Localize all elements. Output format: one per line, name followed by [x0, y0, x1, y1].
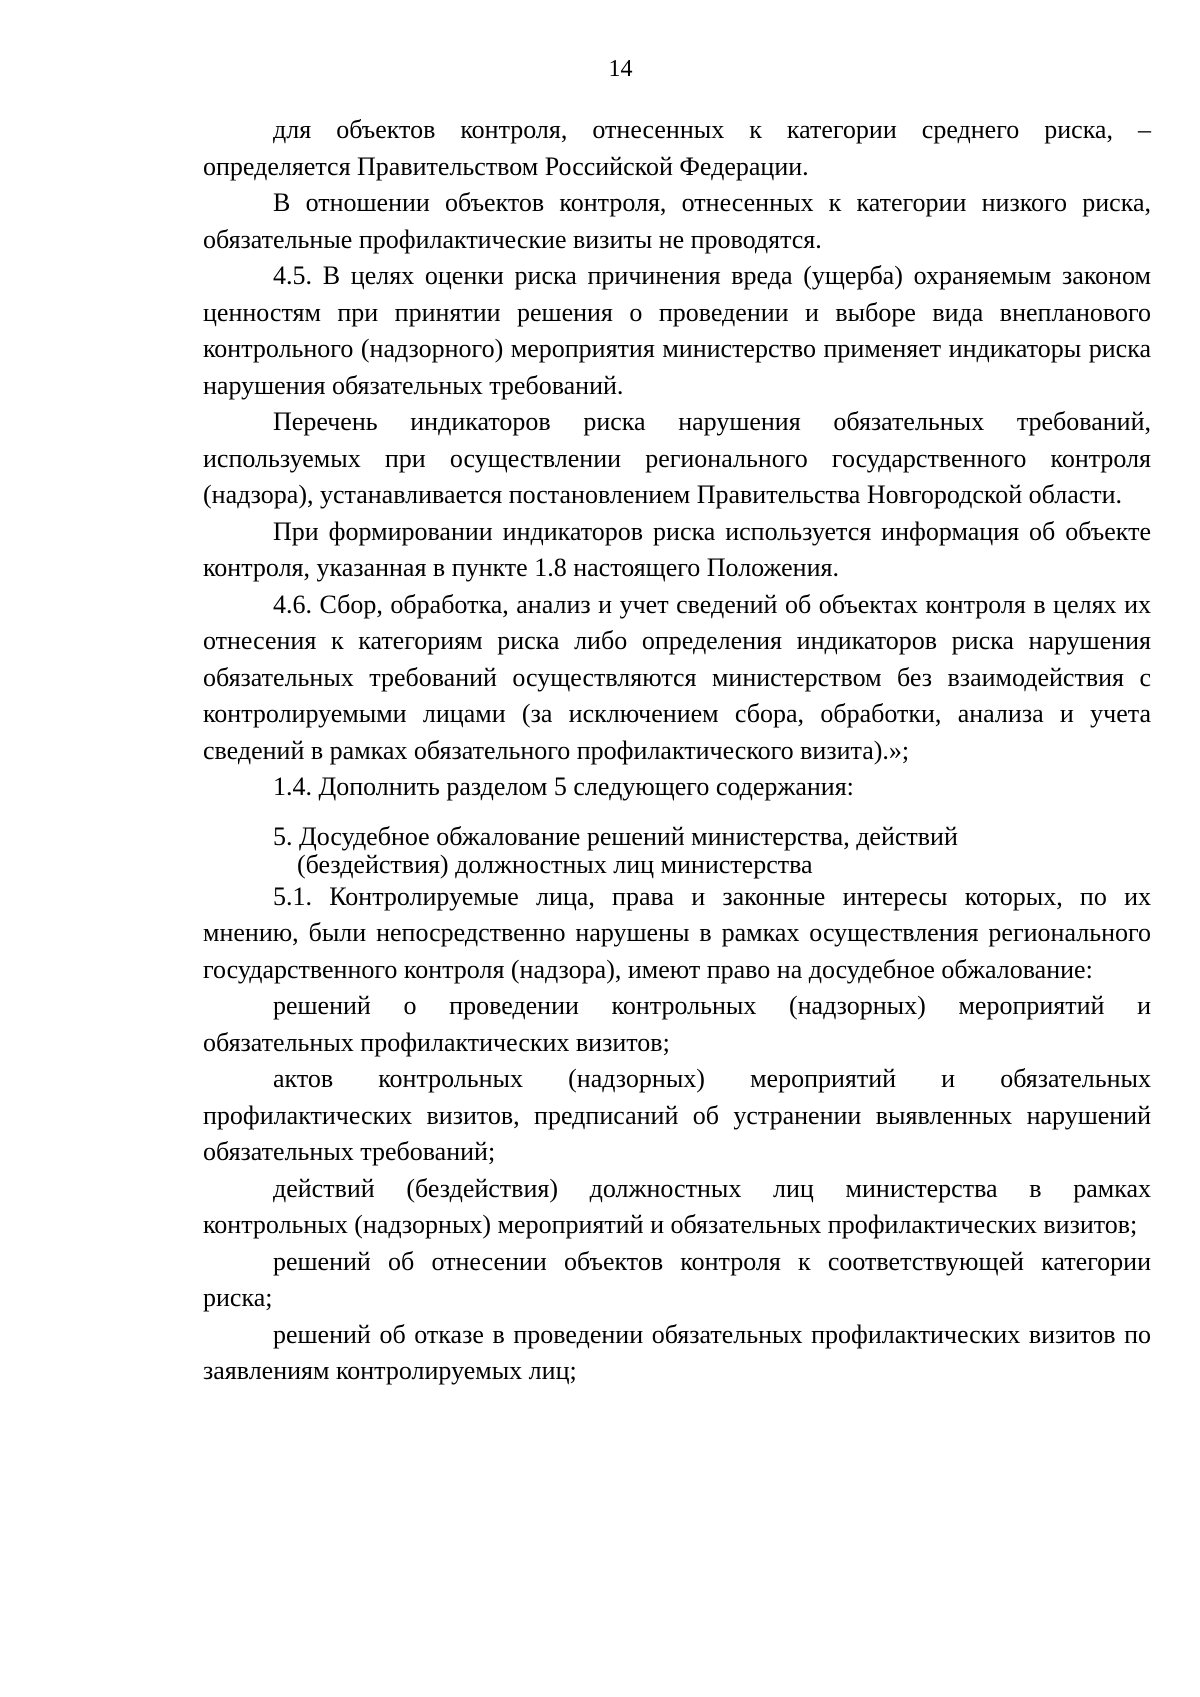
paragraph-4-5: 4.5. В целях оценки риска причинения вреда (ущерба) охраняемым законом ценностям при принятии решения о проведении и выборе вида внепланового контрольного (надзорного) мероприятия министерство применяет индикаторы риска нарушения обязательных требований. — [203, 261, 1151, 400]
list-item-acts: актов контрольных (надзорных) мероприятий и обязательных профилактических визитов, предписаний об устранении выявленных нарушений обязательных требований; — [203, 1064, 1151, 1166]
paragraph-risk-medium: для объектов контроля, отнесенных к категории среднего риска, – определяется Правительством Российской Федерации. — [203, 115, 1151, 181]
paragraph-4-6: 4.6. Сбор, обработка, анализ и учет сведений об объектах контроля в целях их отнесения к категориям риска либо определения индикаторов риска нарушения обязательных требований осуществляются министерством без взаимодействия с контролируемыми лицами (за исключением сбора, обработки, анализа и учета сведений в рамках обязательного профилактического визита).»; — [203, 589, 1151, 765]
list-item-risk-category: решений об отнесении объектов контроля к соответствующей категории риска; — [203, 1246, 1151, 1312]
list-item-refusal: решений об отказе в проведении обязательных профилактических визитов по заявлениям контролируемых лиц; — [203, 1319, 1151, 1385]
section-5-heading-line2: (бездействия) должностных лиц министерства — [297, 849, 813, 879]
paragraph-indicator-info: При формировании индикаторов риска используется информация об объекте контроля, указанная в пункте 1.8 настоящего Положения. — [203, 516, 1151, 582]
list-item-actions: действий (бездействия) должностных лиц министерства в рамках контрольных (надзорных) мероприятий и обязательных профилактических визитов; — [203, 1173, 1151, 1239]
paragraph-risk-low: В отношении объектов контроля, отнесенных к категории низкого риска, обязательные профилактические визиты не проводятся. — [203, 188, 1151, 254]
page-number: 14 — [608, 56, 633, 82]
section-5-heading — [203, 823, 1151, 879]
section-5-heading-line1: 5. Досудебное обжалование решений министерства, действий — [273, 821, 958, 851]
document-body — [203, 112, 1151, 1390]
paragraph-indicator-list: Перечень индикаторов риска нарушения обязательных требований, используемых при осуществлении регионального государственного контроля (надзора), устанавливается постановлением Правительства Новгородской области. — [203, 407, 1151, 509]
list-item-decisions: решений о проведении контрольных (надзорных) мероприятий и обязательных профилактических визитов; — [203, 991, 1151, 1057]
paragraph-1-4: 1.4. Дополнить разделом 5 следующего содержания: — [273, 772, 854, 801]
paragraph-5-1: 5.1. Контролируемые лица, права и законные интересы которых, по их мнению, были непосредственно нарушены в рамках осуществления регионального государственного контроля (надзора), имеют право на досудебное обжалование: — [203, 881, 1151, 984]
